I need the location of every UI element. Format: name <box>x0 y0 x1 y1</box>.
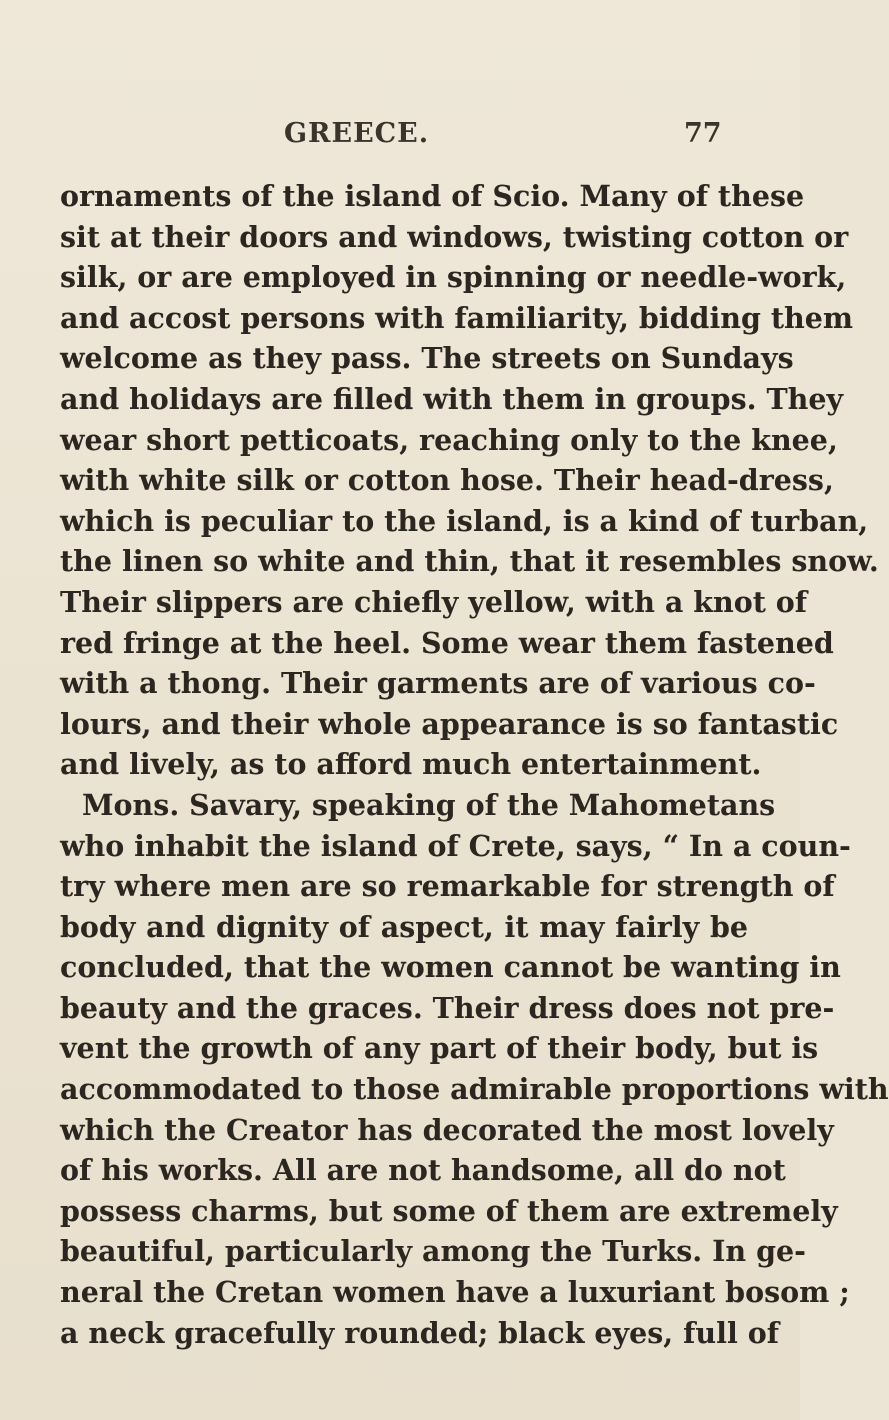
text-line: beauty and the graces. Their dress does not pre- <box>60 990 835 1025</box>
text-line: of his works. All are not handsome, all do not <box>60 1153 786 1188</box>
text-line: ornaments of the island of Scio. Many of these <box>60 179 805 213</box>
text-line: red fringe at the heel. Some wear them fastened <box>60 625 834 660</box>
text-line: silk, or are employed in spinning or needle-work, <box>60 260 847 295</box>
body-text <box>60 176 889 1353</box>
paragraph-start-line: Mons. Savary, speaking of the Mahometans <box>82 787 776 822</box>
text-line: Their slippers are chiefly yellow, with a knot of <box>60 584 808 619</box>
text-line: vent the growth of any part of their body, but is <box>60 1031 819 1066</box>
text-line: which is peculiar to the island, is a kind of turban, <box>60 503 869 538</box>
text-line: with white silk or cotton hose. Their head-dress, <box>60 463 834 498</box>
text-line: try where men are so remarkable for strength of <box>60 869 835 904</box>
text-line: a neck gracefully rounded; black eyes, full of <box>60 1315 779 1350</box>
running-head-title: GREECE. <box>284 118 430 149</box>
text-line: body and dignity of aspect, it may fairly be <box>60 909 748 944</box>
text-line: who inhabit the island of Crete, says, “ In a coun- <box>60 828 851 863</box>
text-line: neral the Cretan women have a luxuriant bosom ; <box>60 1275 850 1310</box>
text-line: lours, and their whole appearance is so fantastic <box>60 706 839 741</box>
text-line: wear short petticoats, reaching only to the knee, <box>60 422 838 457</box>
text-line: welcome as they pass. The streets on Sundays <box>60 341 794 376</box>
text-line: possess charms, but some of them are extremely <box>60 1193 838 1228</box>
paragraph-end-line: and lively, as to afford much entertainment. <box>60 747 762 782</box>
text-line: and holidays are filled with them in groups. They <box>60 381 844 416</box>
text-line: concluded, that the women cannot be wanting in <box>60 950 841 985</box>
text-line: with a thong. Their garments are of various co- <box>60 666 816 701</box>
text-line: beautiful, particularly among the Turks. In ge- <box>60 1234 806 1269</box>
text-line: sit at their doors and windows, twisting cotton or <box>60 219 849 254</box>
text-line: accommodated to those admirable proportions with <box>60 1072 889 1107</box>
running-head <box>0 118 800 162</box>
text-line: and accost persons with familiarity, bidding them <box>60 300 854 335</box>
page-number: 77 <box>684 118 722 149</box>
text-line: which the Creator has decorated the most lovely <box>60 1112 834 1147</box>
text-line: the linen so white and thin, that it resembles snow. <box>60 544 879 579</box>
